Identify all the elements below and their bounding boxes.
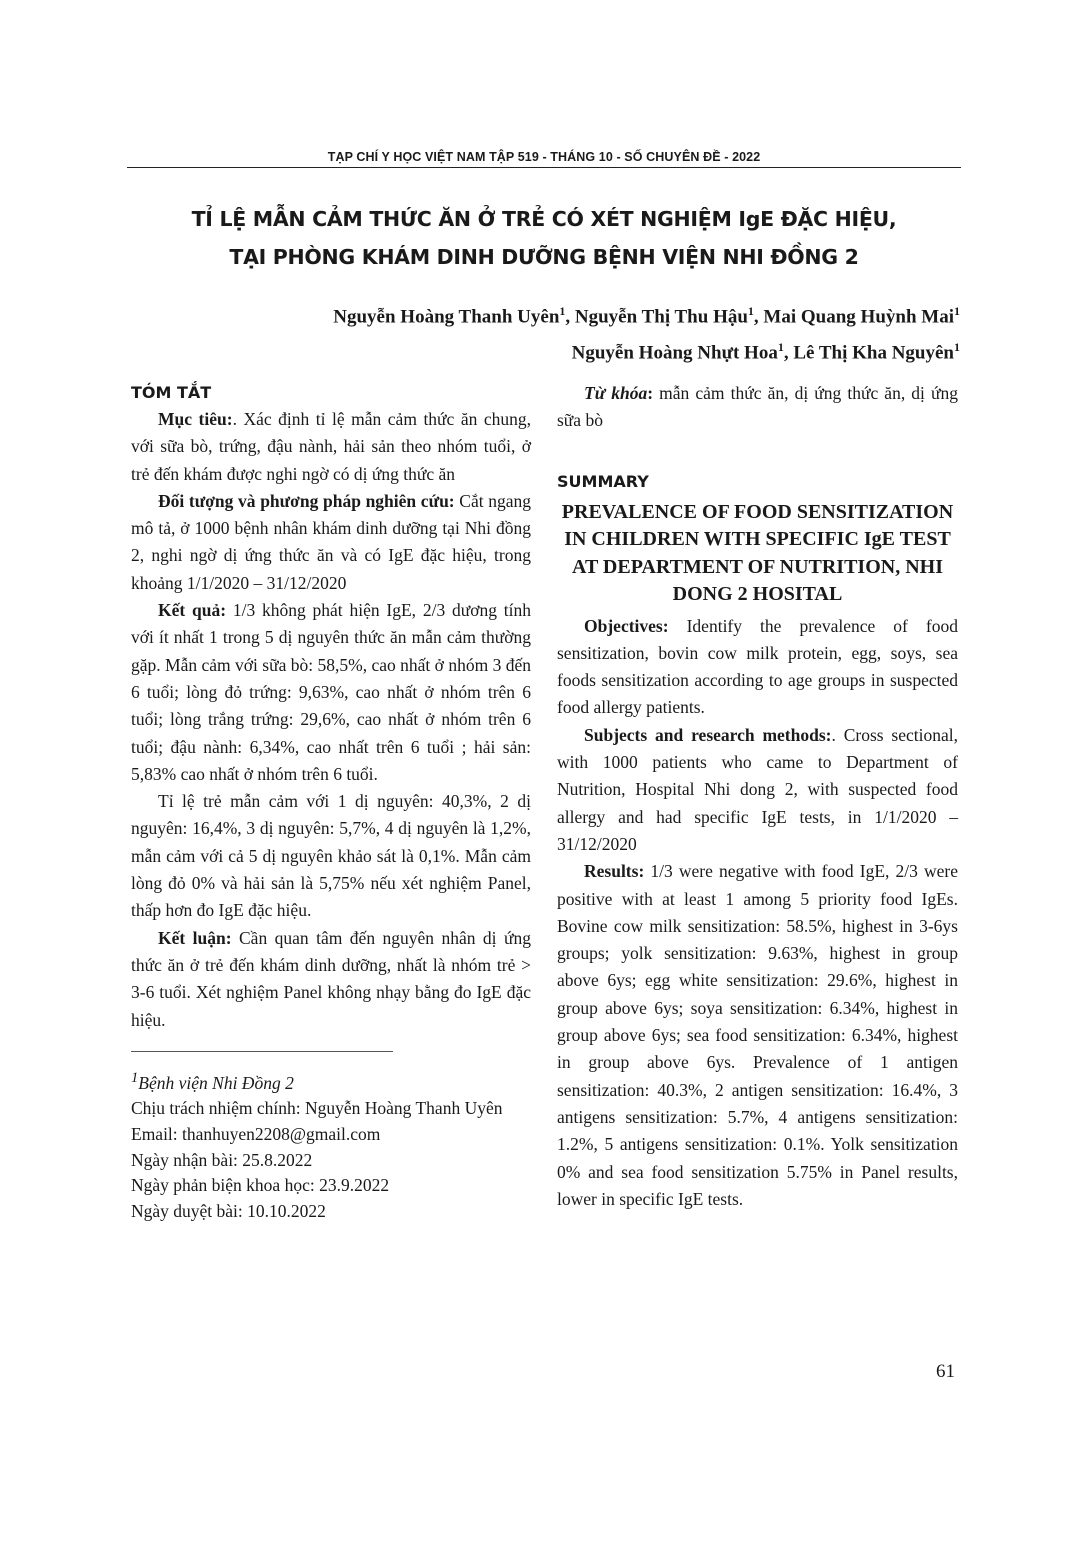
methods-label: Đối tượng và phương pháp nghiên cứu: (158, 490, 455, 511)
footnote-affiliation (131, 1066, 531, 1097)
footnote-received: Ngày nhận bài: 25.8.2022 (131, 1149, 313, 1170)
summary-heading: SUMMARY (557, 471, 649, 491)
header-rule (127, 167, 961, 168)
author-affiliation-mark: 1 (559, 304, 566, 318)
summary-methods (557, 722, 958, 858)
keywords-label: Từ khóa (584, 383, 648, 403)
author-affiliation-mark: 1 (954, 304, 960, 318)
abstract-objective (131, 406, 531, 488)
results-label: Kết quả: (158, 600, 227, 621)
author-affiliation-mark: 1 (777, 340, 784, 355)
objectives-text: Identify the prevalence of food sensitization, bovin cow milk protein, egg, soys, sea foods sensitization according to age groups in suspected food allergy patients. (557, 615, 958, 718)
author-line-2 (200, 332, 960, 368)
objective-text: . Xác định tỉ lệ mẫn cảm thức ăn chung, với sữa bò, trứng, đậu nành, hải sản theo nhóm tuổi, ở trẻ đến khám được nghi ngờ có dị ứng thức ăn (131, 409, 531, 484)
author-separator: , (565, 306, 575, 328)
author-affiliation-mark: 1 (747, 304, 754, 318)
abstract-results-continued: Tỉ lệ trẻ mẫn cảm với 1 dị nguyên: 40,3%, 2 dị nguyên: 16,4%, 3 dị nguyên: 5,7%, 4 dị nguyên là 1,2%, mẫn cảm với cả 5 dị nguyên khảo sát là 0,1%. Mẫn cảm lòng đỏ 0% và hải sản là 5,75% nếu xét nghiệm Panel, thấp hơn đo IgE đặc hiệu. (131, 791, 531, 921)
affiliation-text: Bệnh viện Nhi Đồng 2 (138, 1072, 294, 1093)
journal-header: TẠP CHÍ Y HỌC VIỆT NAM TẬP 519 - THÁNG 10 - SỐ CHUYÊN ĐỀ - 2022 (327, 150, 761, 164)
author-line-1 (200, 296, 960, 332)
objective-label: Mục tiêu: (158, 409, 233, 429)
methods-label-en: Subjects and research methods: (584, 724, 832, 745)
author-name: Nguyễn Hoàng Nhựt Hoa (571, 342, 778, 364)
author-name: Lê Thị Kha Nguyên (793, 342, 954, 364)
article-title (127, 200, 961, 276)
keywords-text: mẫn cảm thức ăn, dị ứng thức ăn, dị ứng sữa bò (557, 383, 958, 431)
page-number: 61 (936, 1361, 955, 1382)
article-title-line-2: TẠI PHÒNG KHÁM DINH DƯỠNG BỆNH VIỆN NHI ĐỒNG 2 (229, 245, 859, 269)
author-separator: , (783, 342, 794, 364)
footnote-accepted: Ngày duyệt bài: 10.10.2022 (131, 1201, 326, 1222)
footnote-reviewed: Ngày phản biện khoa học: 23.9.2022 (131, 1175, 390, 1196)
abstract-results (131, 597, 531, 788)
methods-text: Cắt ngang mô tả, ở 1000 bệnh nhân khám dinh dưỡng tại Nhi đồng 2, nghi ngờ dị ứng thức ăn và có IgE đặc hiệu, trong khoảng 1/1/2020 – 31/12/2020 (131, 490, 532, 593)
footnote-rule (131, 1051, 393, 1052)
summary-results (557, 858, 958, 1213)
results-text-en: 1/3 were negative with food IgE, 2/3 were positive with at least 1 among 5 priority food IgEs. Bovine cow milk sensitization: 58.5%, highest in 3-6ys groups; yolk sensitization: 9.63%, highest in group above 6ys; egg white sensitization: 29.6%, highest in group above 6ys; soya sensitization: 6.34%, highest in group above 6ys; sea food sensitization: 6.34%, highest in group above 6ys. Prevalence of 1 antigen sensitization: 40.3%, 2 antigen sensitization: 16.4%, 3 antigens sensitization: 5.7%, 4 antigens sensitization: 1.2%, 5 antigens sensitization: 0.1%. Yolk sensitization 0% and sea food sensitization 5.75% in Panel results, lower in specific IgE tests. (557, 861, 958, 1209)
abstract-methods (131, 488, 531, 597)
article-title-line-1: TỈ LỆ MẪN CẢM THỨC ĂN Ở TRẺ CÓ XÉT NGHIỆM IgE ĐẶC HIỆU, (191, 207, 897, 231)
english-title: PREVALENCE OF FOOD SENSITIZATION IN CHILDREN WITH SPECIFIC IgE TEST AT DEPARTMENT OF NUTRITION, NHI DONG 2 HOSITAL (561, 500, 954, 606)
keywords (557, 380, 958, 435)
abstract-heading: TÓM TẮT (131, 383, 212, 402)
author-separator: , (753, 306, 764, 328)
results-label-en: Results: (584, 861, 645, 882)
right-column (557, 380, 958, 1213)
author-list (200, 296, 960, 369)
summary-objectives (557, 613, 958, 722)
left-column (131, 380, 531, 1225)
keywords-colon: : (647, 383, 654, 403)
author-affiliation-mark: 1 (954, 340, 960, 355)
results-text: 1/3 không phát hiện IgE, 2/3 dương tính với ít nhất 1 trong 5 dị nguyên thức ăn mẫn cảm thường gặp. Mẫn cảm với sữa bò: 58,5%, cao nhất ở nhóm 3 đến 6 tuổi; lòng đỏ trứng: 9,63%, cao nhất ở nhóm trên 6 tuổi; lòng trắng trứng: 29,6%, cao nhất ở nhóm trên 6 tuổi; đậu nành: 6,34%, cao nhất trên 6 tuổi ; hải sản: 5,83% cao nhất ở nhóm trên 6 tuổi. (131, 600, 531, 784)
footnote-corresponding: Chịu trách nhiệm chính: Nguyễn Hoàng Thanh Uyên (131, 1098, 503, 1119)
conclusion-text: Cần quan tâm đến nguyên nhân dị ứng thức ăn ở trẻ đến khám dinh dưỡng, nhất là nhóm trẻ > 3-6 tuổi. Xét nghiệm Panel không nhạy bằng đo IgE đặc hiệu. (131, 927, 531, 1030)
author-name: Mai Quang Huỳnh Mai (763, 306, 954, 328)
objectives-label: Objectives: (584, 615, 669, 636)
footnote-affiliation-mark: 1 (131, 1069, 139, 1086)
footnote-email: Email: thanhuyen2208@gmail.com (131, 1124, 381, 1145)
abstract-conclusion (131, 925, 531, 1034)
conclusion-label: Kết luận: (158, 927, 232, 948)
author-name: Nguyễn Thị Thu Hậu (574, 306, 748, 328)
author-name: Nguyễn Hoàng Thanh Uyên (333, 306, 560, 328)
methods-text-en: . Cross sectional, with 1000 patients who came to Department of Nutrition, Hospital Nhi dong 2, with suspected food allergy and had specific IgE tests, in 1/1/2020 – 31/12/2020 (557, 724, 958, 854)
